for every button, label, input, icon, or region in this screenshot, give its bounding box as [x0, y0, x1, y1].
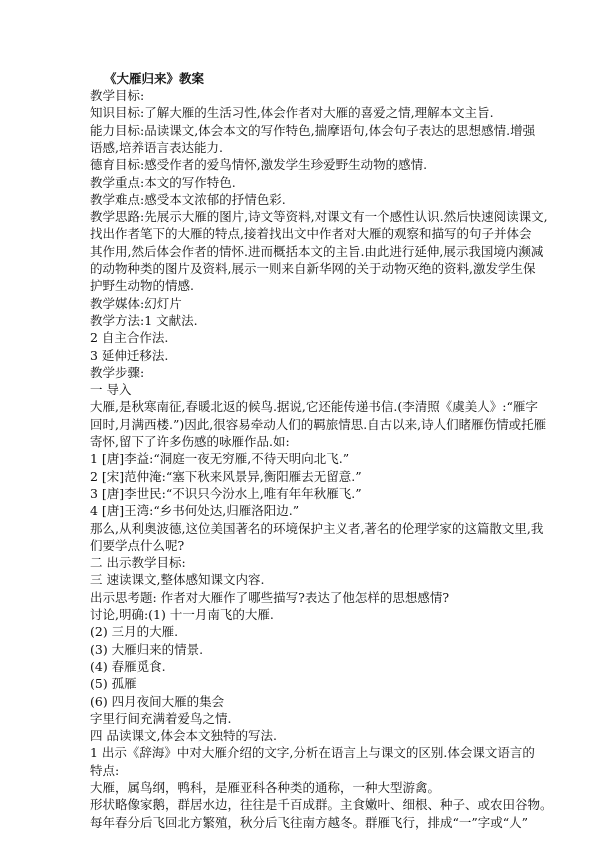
doc-line: 3 延伸迁移法. — [90, 347, 169, 363]
doc-line: (6) 四月夜间大雁的集会 — [90, 693, 225, 709]
doc-line: 形状略像家鹅，群居水边，往往是千百成群。主食嫩叶、细根、种子、或农田谷物。 — [90, 797, 553, 813]
doc-line: 教学目标: — [90, 88, 145, 103]
doc-line: (2) 三月的大雁. — [90, 624, 179, 640]
doc-line: 知识目标:了解大雁的生活习性,体会作者对大雁的喜爱之情,理解本文主旨. — [90, 105, 494, 121]
doc-line: 语感,培养语言表达能力. — [90, 139, 223, 155]
doc-line: 3 [唐]李世民:“不识只今汾水上,唯有年年秋雁飞.” — [90, 485, 362, 501]
doc-line: 教学重点:本文的写作特色. — [90, 174, 236, 190]
doc-line: 其作用,然后体会作者的情怀.进而概括本文的主旨.由此进行延伸,展示我国境内濒减 — [90, 243, 544, 259]
doc-line: 能力目标:品读课文,体会本文的写作特色,揣摩语句,体会句子表达的思想感情.增强 — [90, 122, 536, 138]
doc-line: 教学方法:1 文献法. — [90, 312, 198, 328]
doc-line: 大雁，属鸟纲，鸭科，是雁亚科各种类的通称，一种大型游禽。 — [90, 780, 441, 795]
doc-line: 四 品读课文,体会本文独特的写法. — [90, 728, 277, 744]
doc-line: 找出作者笔下的大雁的特点,接着找出文中作者对大雁的观察和描写的句子并体会 — [90, 226, 532, 242]
doc-line: 教学步骤: — [90, 364, 145, 380]
doc-line: 2 [宋]范仲淹:“塞下秋来风景异,衡阳雁去无留意.” — [90, 468, 362, 484]
doc-line: 德育目标:感受作者的爱鸟情怀,激发学生珍爱野生动物的感情. — [90, 157, 428, 173]
doc-line: 们要学点什么呢? — [90, 537, 185, 553]
doc-line: 寄怀,留下了许多伤感的咏雁作品.如: — [90, 434, 290, 449]
doc-line: 4 [唐]王湾:“乡书何处达,归雁洛阳边.” — [90, 503, 300, 519]
doc-line: (5) 孤雁 — [90, 676, 137, 692]
doc-line: 三 速读课文,整体感知课文内容. — [90, 572, 265, 588]
doc-line: 1 出示《辞海》中对大雁介绍的文字,分析在语言上与课文的区别.体会课文语言的 — [90, 745, 535, 761]
doc-line: 每年春分后飞回北方繁殖，秋分后飞往南方越冬。群雁飞行，排成“一”字或“人” — [90, 814, 529, 830]
doc-line: 2 自主合作法. — [90, 330, 169, 346]
doc-line: 二 出示教学目标: — [90, 555, 186, 571]
doc-title: 《大雁归来》教案 — [104, 71, 205, 86]
doc-line: (3) 大雁归来的情景. — [90, 641, 204, 657]
doc-line: 那么,从利奥波德,这位美国著名的环境保护主义者,著名的伦理学家的这篇散文里,我 — [90, 520, 544, 536]
doc-line: 字里行间充满着爱鸟之情. — [90, 710, 232, 726]
doc-line: 大雁,是秋寒南征,春暖北返的候鸟.据说,它还能传递书信.(李清照《虞美人》:“雁字 — [90, 399, 538, 415]
doc-line: (4) 春雁觅食. — [90, 658, 166, 674]
doc-line: 一 导入 — [90, 382, 132, 398]
doc-line: 教学难点:感受本文浓郁的抒情色彩. — [90, 191, 286, 207]
doc-line: 回时,月满西楼.”)因此,很容易牵动人们的羁旅情思.自古以来,诗人们睹雁伤情或托雁 — [90, 416, 547, 432]
doc-line: 出示思考题: 作者对大雁作了哪些描写?表达了他怎样的思想感情? — [90, 589, 450, 605]
doc-line: 特点: — [90, 762, 120, 778]
doc-line: 讨论,明确:(1) 十一月南飞的大雁. — [90, 607, 274, 622]
doc-line: 教学思路:先展示大雁的图片,诗文等资料,对课文有一个感性认识.然后快速阅读课文, — [90, 209, 548, 225]
doc-line: 护野生动物的情感. — [90, 278, 194, 294]
doc-line: 的动物种类的图片及资料,展示一则来自新华网的关于动物灭绝的资料,激发学生保 — [90, 261, 536, 276]
doc-line: 教学媒体:幻灯片 — [90, 295, 182, 311]
doc-line: 1 [唐]李益:“洞庭一夜无穷雁,不待天明向北飞.” — [90, 451, 350, 467]
